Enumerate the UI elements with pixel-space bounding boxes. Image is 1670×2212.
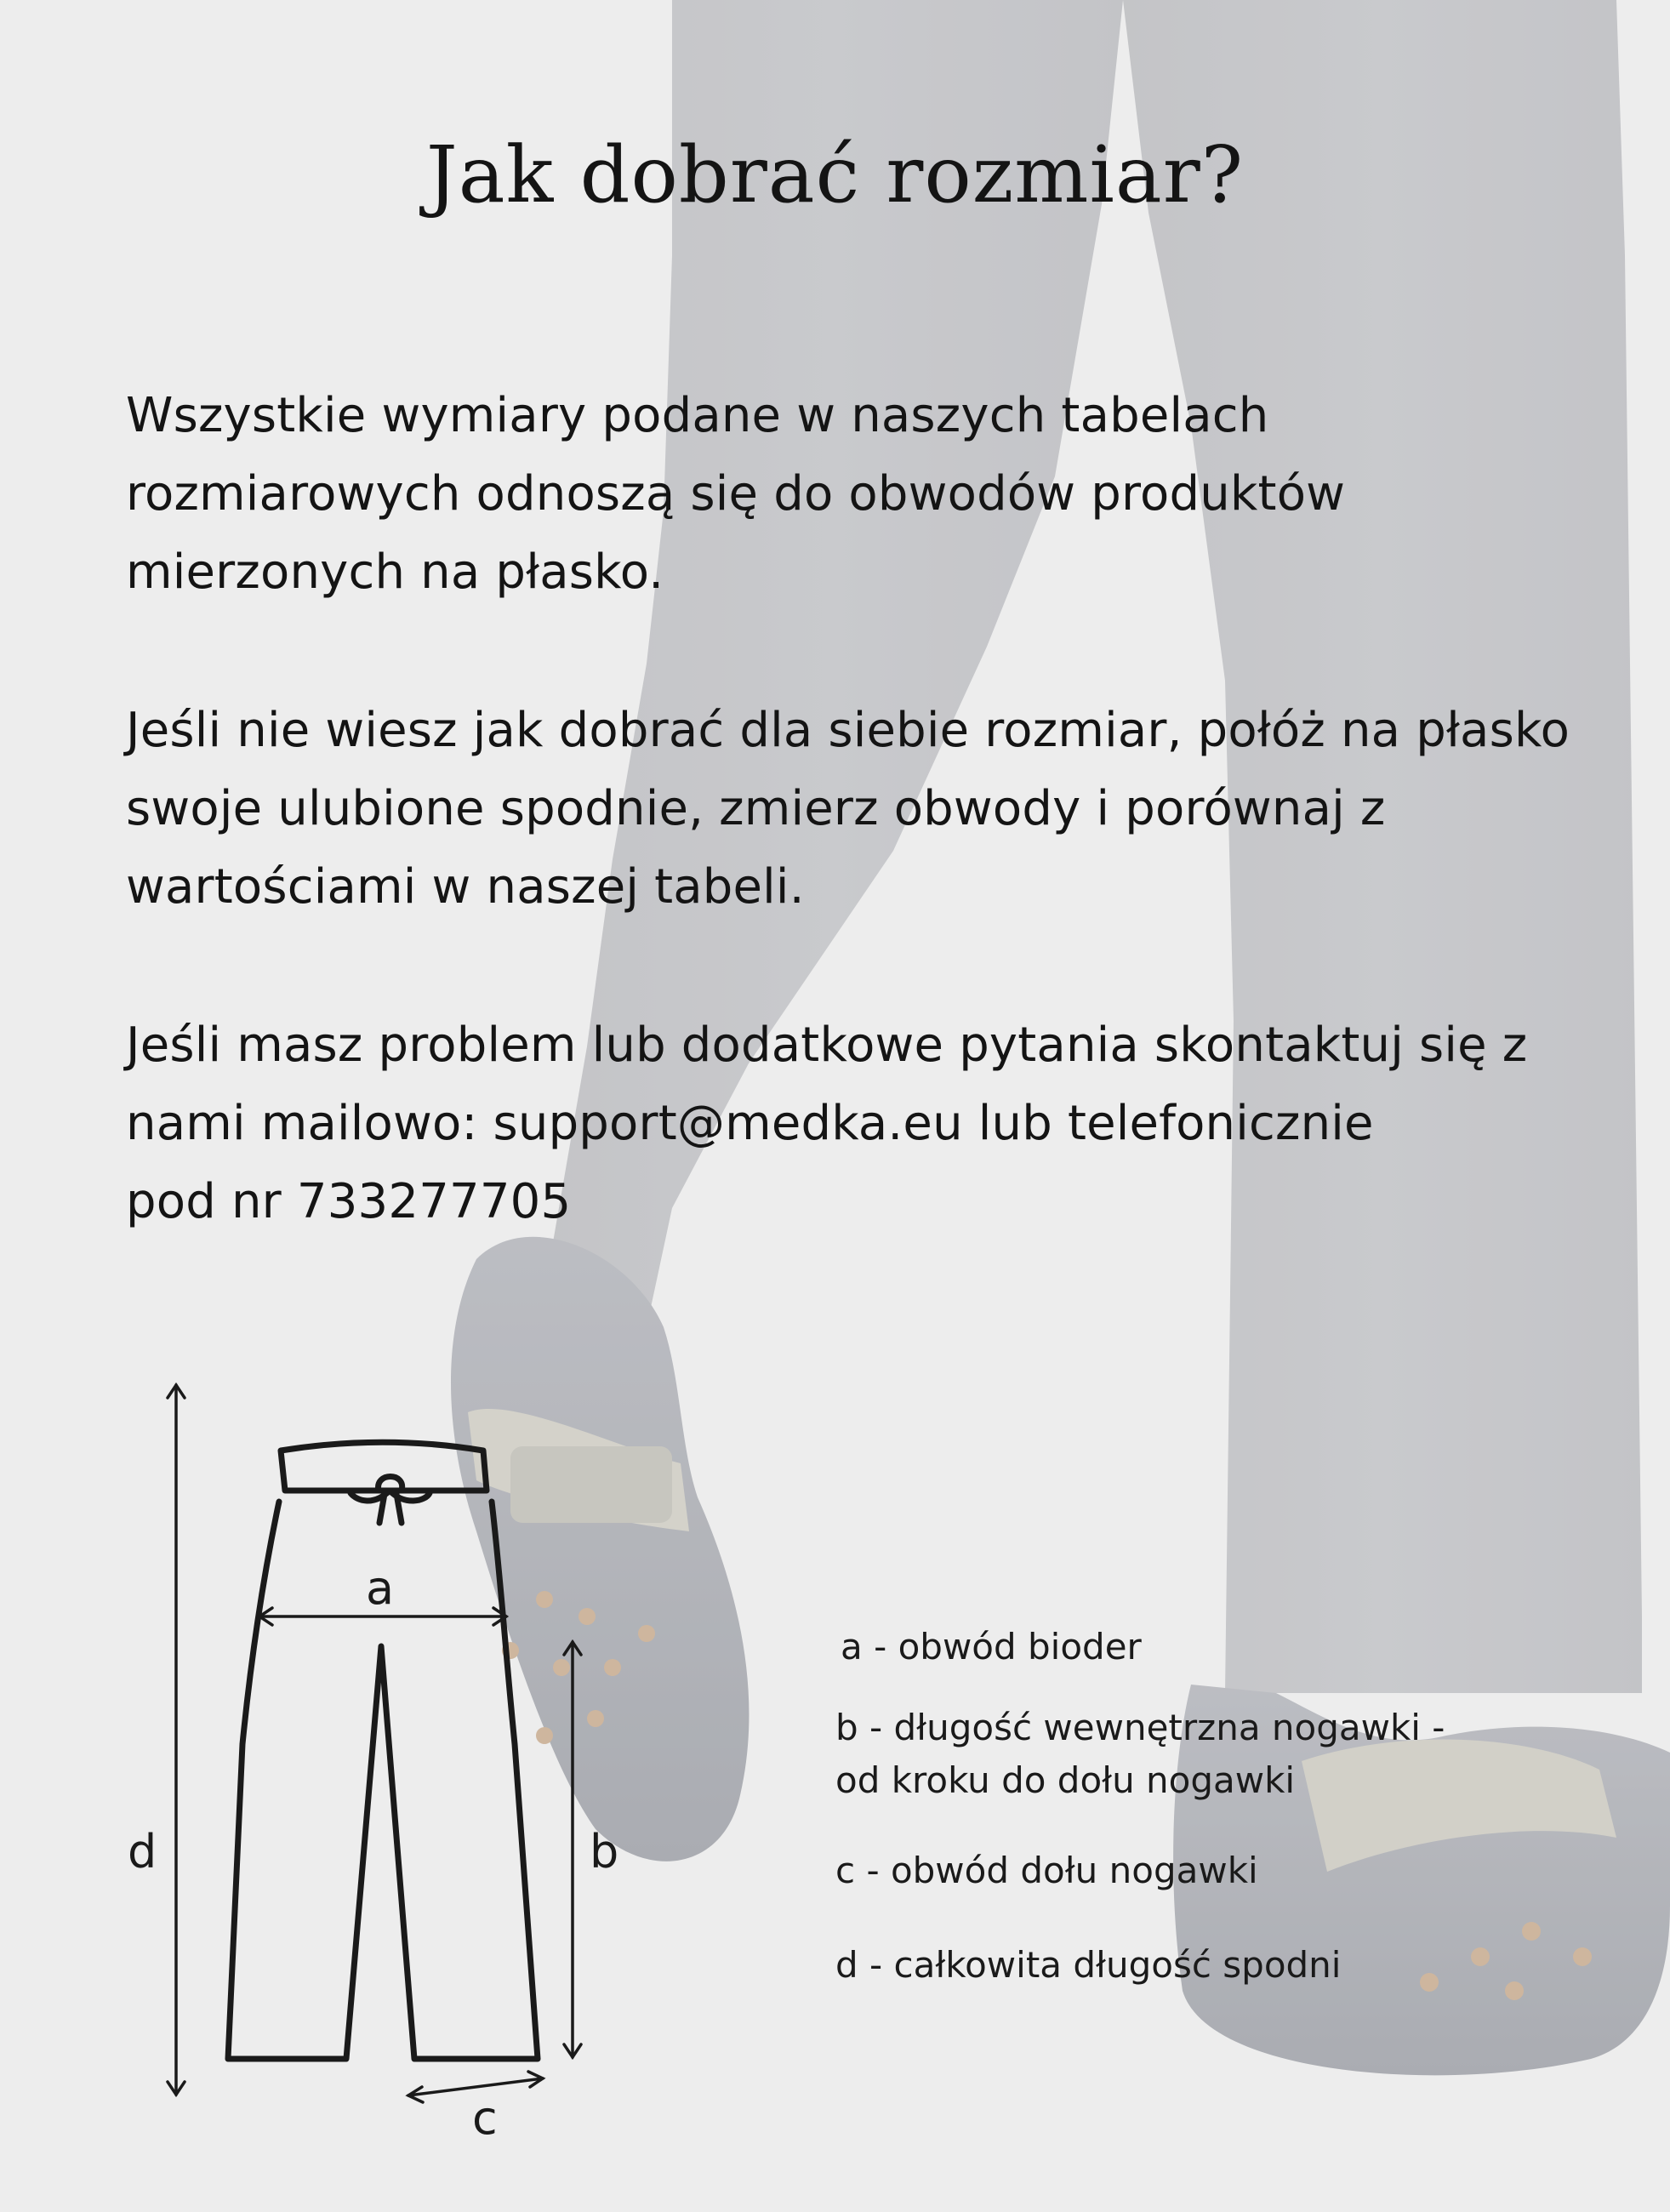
legend-item-c: c - obwód dołu nogawki <box>835 1850 1258 1891</box>
howto-paragraph: Jeśli nie wiesz jak dobrać dla siebie rozmiar, połóż na płasko swoje ulubione spodnie, zmierz obwody i porównaj z wartościami w naszej tabeli. <box>126 703 1570 915</box>
legend-item-d: d - całkowita długość spodni <box>835 1944 1342 1986</box>
dimension-label-b: b <box>590 1825 619 1878</box>
contact-paragraph: Jeśli masz problem lub dodatkowe pytania skontaktuj się z nami mailowo: support@medka.eu lub telefonicznie pod nr 733277705 <box>126 1018 1528 1229</box>
page-title: Jak dobrać rozmiar? <box>425 129 1245 220</box>
intro-paragraph: Wszystkie wymiary podane w naszych tabelach rozmiarowych odnoszą się do obwodów produktów mierzonych na płasko. <box>126 388 1346 600</box>
dimension-label-a: a <box>366 1561 395 1615</box>
legend-item-b: b - długość wewnętrzna nogawki - od kroku do dołu nogawki <box>835 1707 1445 1801</box>
dimension-label-c: c <box>472 2091 498 2145</box>
dimension-label-d: d <box>128 1825 157 1878</box>
legend-item-a: a - obwód bioder <box>841 1626 1142 1668</box>
